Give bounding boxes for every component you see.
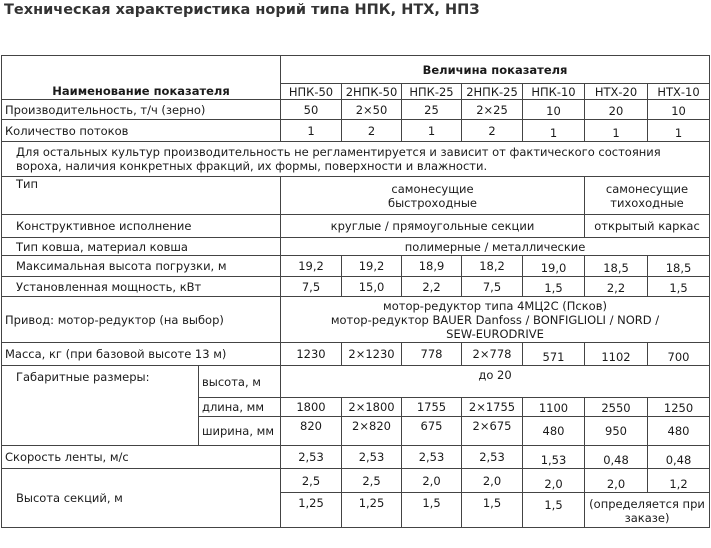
- type-fast: самонесущие быстроходные: [388, 181, 477, 210]
- cell-value: 1: [585, 120, 648, 142]
- cell-value: 0,48: [585, 446, 648, 469]
- cell-value: 2,53: [342, 446, 402, 469]
- cell-value: 1250: [648, 398, 710, 417]
- cell-value: 1,5: [523, 493, 585, 528]
- cell-value: 0,48: [648, 446, 710, 469]
- cell-value: 820: [281, 417, 342, 446]
- row-label: Скорость ленты, м/с: [2, 446, 281, 469]
- cell-value: 19,2: [342, 256, 402, 277]
- row-label: Тип ковша, материал ковша: [2, 238, 281, 256]
- row-label: Максимальная высота погрузки, м: [2, 256, 281, 277]
- cell-value: 1,25: [342, 493, 402, 528]
- dimensions-height-row: [2, 366, 710, 398]
- cell-value: 1: [402, 120, 462, 142]
- cell-value: 2×25: [462, 100, 523, 120]
- dimensions-label: Габаритные размеры:: [2, 366, 199, 446]
- model-header: НПК-25: [402, 84, 462, 100]
- cell-value: 2,0: [462, 469, 523, 493]
- cell-value: 1,5: [523, 277, 585, 297]
- length-label: длина, мм: [199, 398, 281, 417]
- section-height-label: Высота секций, м: [2, 469, 281, 528]
- cell-value: 2×1230: [342, 343, 402, 366]
- param-name-header: Наименование показателя: [2, 56, 281, 100]
- max-height-row: [2, 256, 710, 277]
- cell-value: 2,5: [342, 469, 402, 493]
- drive-row: [2, 297, 710, 343]
- cell-value: 1102: [585, 343, 648, 366]
- belt-speed-row: [2, 446, 710, 469]
- height-label: высота, м: [199, 366, 281, 398]
- design-row: [2, 215, 710, 238]
- cell-value: 778: [402, 343, 462, 366]
- section-height-row-1: [2, 469, 710, 493]
- bucket-row: [2, 238, 710, 256]
- cell-value: 10: [648, 100, 710, 120]
- cell-value: 2×778: [462, 343, 523, 366]
- cell-value: 2,53: [281, 446, 342, 469]
- cell-value: 19,0: [523, 256, 585, 277]
- cell-value: 19,2: [281, 256, 342, 277]
- cell-value: 1: [523, 120, 585, 142]
- model-header: 2НПК-25: [462, 84, 523, 100]
- cell-value: 2×1800: [342, 398, 402, 417]
- cell-value: 1,5: [648, 277, 710, 297]
- cell-value: 7,5: [281, 277, 342, 297]
- cell-value: 1100: [523, 398, 585, 417]
- design-slow: открытый каркас: [585, 215, 710, 238]
- row-label: Тип: [2, 177, 281, 215]
- cell-value: 2,0: [523, 469, 585, 493]
- row-label: Производительность, т/ч (зерно): [2, 100, 281, 120]
- productivity-row: [2, 100, 710, 120]
- cell-value: 1,5: [462, 493, 523, 528]
- height-value: до 20: [281, 366, 710, 398]
- cell-value: 2,5: [281, 469, 342, 493]
- page-title: Техническая характеристика норий типа НПК, НТХ, НПЗ: [4, 2, 480, 18]
- cell-value: 700: [648, 343, 710, 366]
- flows-row: [2, 120, 710, 142]
- cell-value: 2: [462, 120, 523, 142]
- cell-value: 1,2: [648, 469, 710, 493]
- cell-value: 1800: [281, 398, 342, 417]
- cell-value: 1230: [281, 343, 342, 366]
- note-row: [2, 142, 710, 177]
- type-slow: самонесущие тихоходные: [605, 181, 689, 210]
- cell-value: 18,5: [648, 256, 710, 277]
- power-row: [2, 277, 710, 297]
- spec-table: [1, 55, 710, 528]
- cell-value: 2,2: [402, 277, 462, 297]
- row-label: Конструктивное исполнение: [2, 215, 281, 238]
- mass-row: [2, 343, 710, 366]
- row-label: Количество потоков: [2, 120, 281, 142]
- cell-value: 15,0: [342, 277, 402, 297]
- cell-value: 2,0: [585, 469, 648, 493]
- cell-value: 50: [281, 100, 342, 120]
- row-label: Установленная мощность, кВт: [2, 277, 281, 297]
- cell-value: 25: [402, 100, 462, 120]
- cell-value: 2×675: [462, 417, 523, 446]
- cell-value: 950: [585, 417, 648, 446]
- model-header: 2НПК-50: [342, 84, 402, 100]
- cell-value: 480: [523, 417, 585, 446]
- cell-value: 571: [523, 343, 585, 366]
- cell-value: 675: [402, 417, 462, 446]
- cell-value: 20: [585, 100, 648, 120]
- section-height-note: (определяется при заказе): [585, 493, 710, 528]
- width-label: ширина, мм: [199, 417, 281, 446]
- cell-value: 2×1755: [462, 398, 523, 417]
- cell-value: 2,2: [585, 277, 648, 297]
- cell-value: 1,53: [523, 446, 585, 469]
- cell-value: 2×820: [342, 417, 402, 446]
- cell-value: 7,5: [462, 277, 523, 297]
- row-label: Привод: мотор-редуктор (на выбор): [2, 297, 281, 343]
- cell-value: 2,0: [402, 469, 462, 493]
- model-header: НТХ-10: [648, 84, 710, 100]
- drive-line-2: мотор-редуктор BAUER Danfoss / BONFIGLIOLI / NORD / SEW-EURODRIVE: [330, 312, 660, 341]
- cell-value: 480: [648, 417, 710, 446]
- cell-value: 1,5: [402, 493, 462, 528]
- drive-line-1: мотор-редуктор типа 4МЦ2С (Псков): [383, 298, 607, 313]
- cell-value: 1755: [402, 398, 462, 417]
- cell-value: 2,53: [402, 446, 462, 469]
- cell-value: 2550: [585, 398, 648, 417]
- cell-value: 18,2: [462, 256, 523, 277]
- model-header: НПК-50: [281, 84, 342, 100]
- type-row: [2, 177, 710, 215]
- model-header: НПК-10: [523, 84, 585, 100]
- row-label: Масса, кг (при базовой высоте 13 м): [2, 343, 281, 366]
- cell-value: 2: [342, 120, 402, 142]
- design-fast: круглые / прямоугольные секции: [281, 215, 585, 238]
- cell-value: 10: [523, 100, 585, 120]
- cell-value: 2,53: [462, 446, 523, 469]
- cell-value: 18,9: [402, 256, 462, 277]
- note-text: Для остальных культур производительность не регламентируется и зависит от фактического состояния вороха, наличия конкретных фракций, их формы, поверхности и влажности.: [2, 142, 710, 177]
- bucket-value: полимерные / металлические: [281, 238, 710, 256]
- cell-value: 1,25: [281, 493, 342, 528]
- cell-value: 2×50: [342, 100, 402, 120]
- cell-value: 1: [281, 120, 342, 142]
- cell-value: 18,5: [585, 256, 648, 277]
- cell-value: 1: [648, 120, 710, 142]
- value-header: Величина показателя: [281, 56, 710, 84]
- model-header: НТХ-20: [585, 84, 648, 100]
